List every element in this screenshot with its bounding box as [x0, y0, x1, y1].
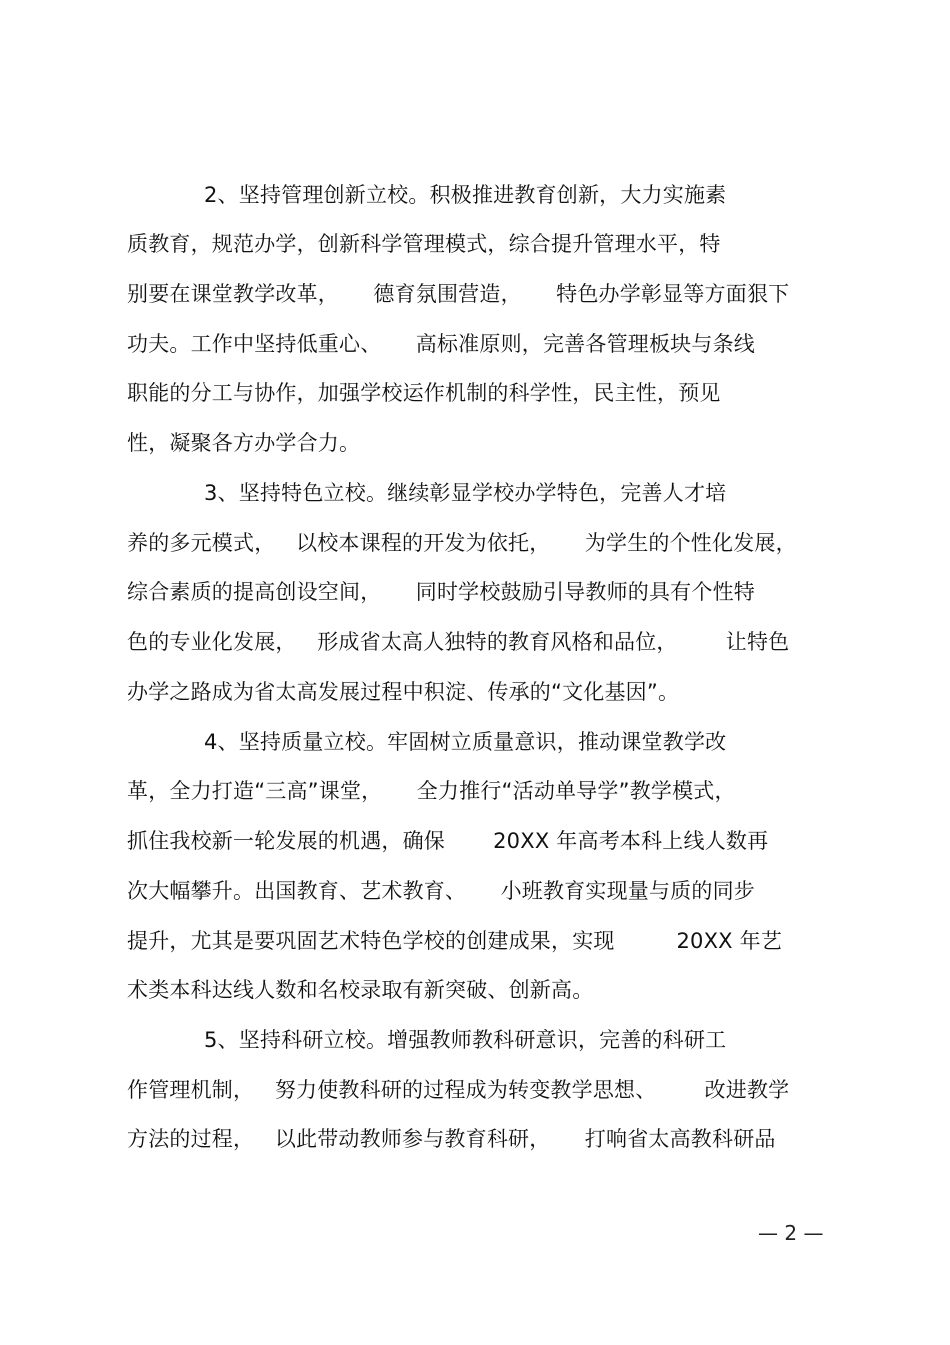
paragraph-3-line-4: 色的专业化发展， 形成省太高人独特的教育风格和品位， 让特色: [127, 630, 790, 654]
paragraph-3-line-3: 综合素质的提高创设空间， 同时学校鼓励引导教师的具有个性特: [127, 580, 755, 604]
paragraph-2-line-3: 别要在课堂教学改革， 德育氛围营造， 特色办学彰显等方面狠下: [127, 282, 790, 306]
paragraph-3-line-5: 办学之路成为省太高发展过程中积淀、传承的“文化基因”。: [127, 680, 680, 704]
paragraph-4-line-4: 次大幅攀升。出国教育、艺术教育、 小班教育实现量与质的同步: [127, 879, 755, 903]
paragraph-5-line-1: 5、坚持科研立校。增强教师教科研意识，完善的科研工: [204, 1028, 727, 1052]
paragraph-4-line-6: 术类本科达线人数和名校录取有新突破、创新高。: [127, 978, 594, 1002]
paragraph-5-line-3: 方法的过程， 以此带动教师参与教育科研， 打响省太高教科研品: [127, 1127, 776, 1151]
paragraph-4-line-2: 革，全力打造“三高”课堂， 全力推行“活动单导学”教学模式，: [127, 779, 736, 803]
paragraph-3-line-1: 3、坚持特色立校。继续彰显学校办学特色，完善人才培: [204, 481, 727, 505]
paragraph-3-line-2: 养的多元模式， 以校本课程的开发为依托， 为学生的个性化发展，: [127, 531, 797, 555]
paragraph-2-line-1: 2、坚持管理创新立校。积极推进教育创新，大力实施素: [204, 183, 727, 207]
paragraph-2-line-4: 功夫。工作中坚持低重心、 高标准原则，完善各管理板块与条线: [127, 332, 755, 356]
paragraph-2-line-5: 职能的分工与协作，加强学校运作机制的科学性，民主性，预见: [127, 381, 721, 405]
paragraph-5-line-2: 作管理机制， 努力使教科研的过程成为转变教学思想、 改进教学: [127, 1078, 790, 1102]
paragraph-2-line-6: 性，凝聚各方办学合力。: [127, 431, 361, 455]
page-number: — 2 —: [758, 1221, 824, 1245]
paragraph-4-line-1: 4、坚持质量立校。牢固树立质量意识，推动课堂教学改: [204, 730, 727, 754]
paragraph-2-line-2: 质教育，规范办学，创新科学管理模式，综合提升管理水平，特: [127, 232, 721, 256]
paragraph-4-line-3: 抓住我校新一轮发展的机遇，确保 20XX 年高考本科上线人数再: [127, 829, 769, 853]
paragraph-4-line-5: 提升，尤其是要巩固艺术特色学校的创建成果，实现 20XX 年艺: [127, 929, 783, 953]
